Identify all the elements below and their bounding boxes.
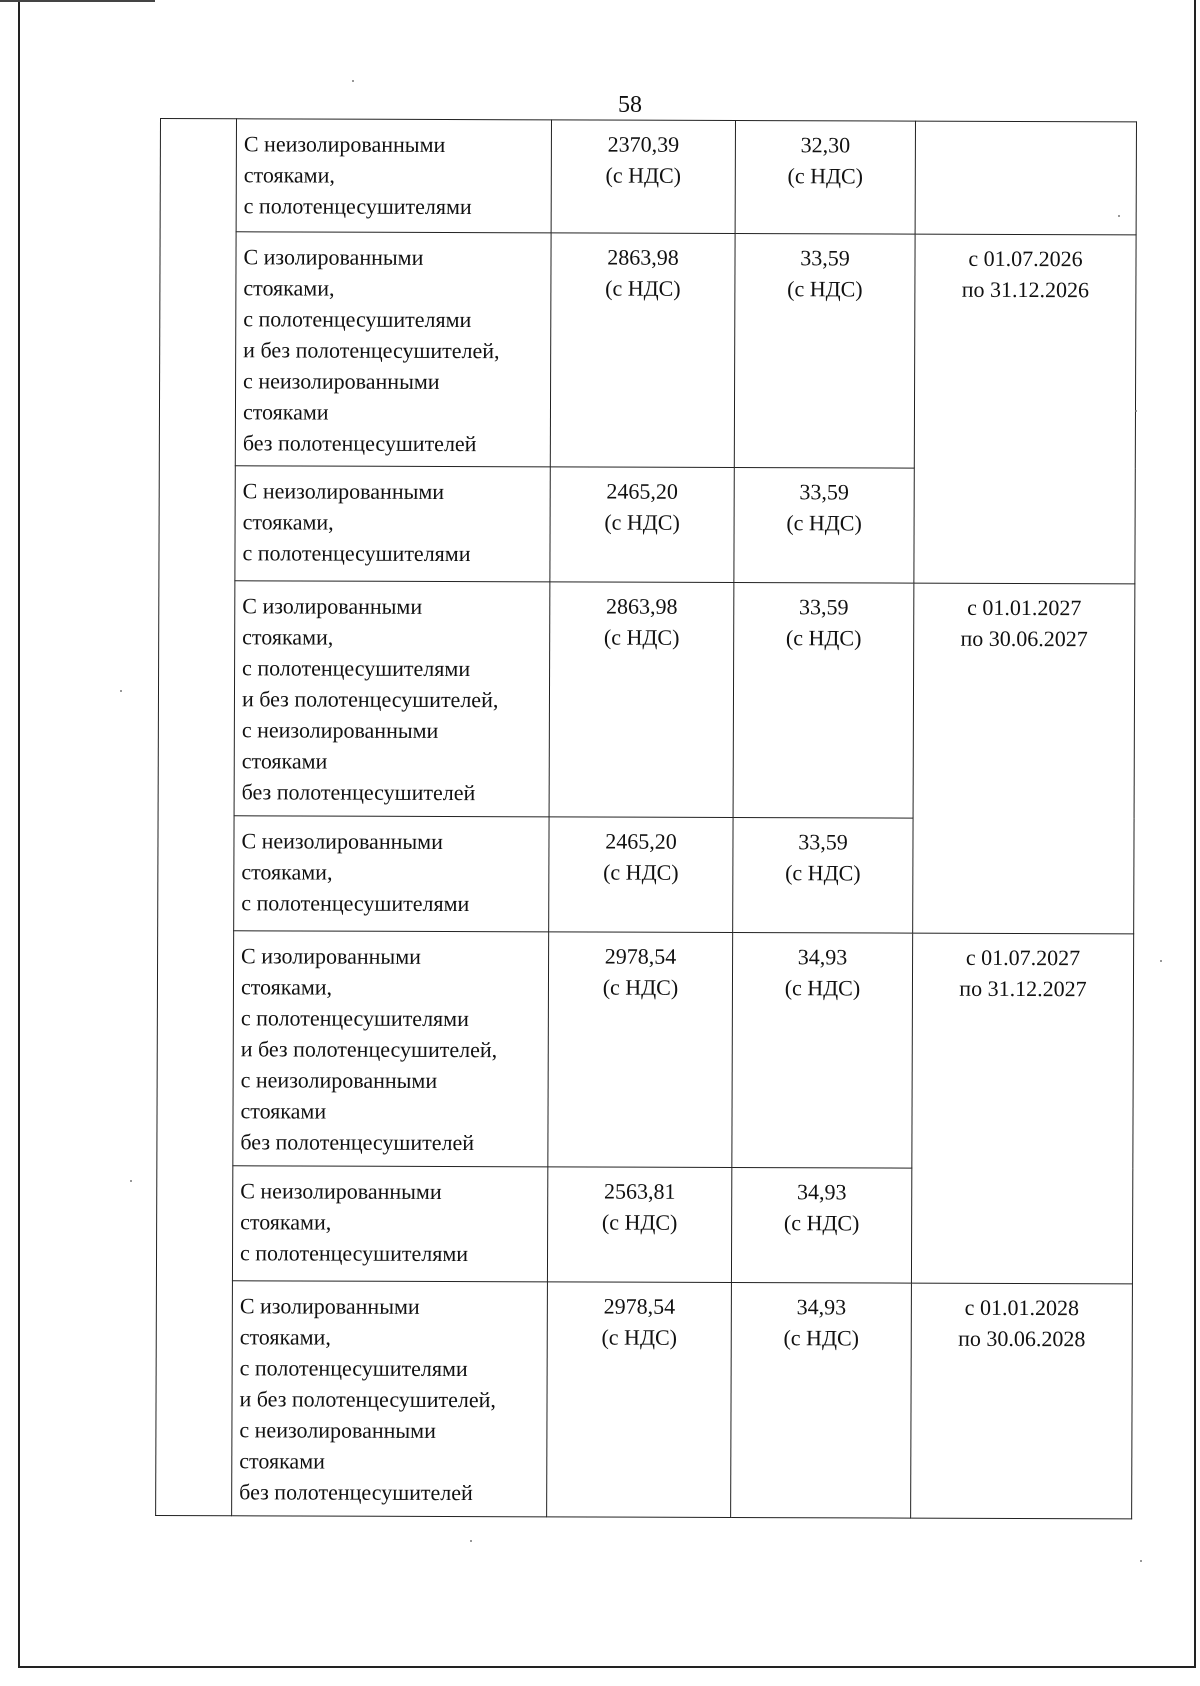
- page-number: 58: [618, 92, 642, 118]
- scan-speck: [1135, 410, 1137, 412]
- rate-with-vat-cell-line: 33,59: [800, 244, 850, 271]
- description-cell-line: без полотенцесушителей: [242, 429, 477, 456]
- scan-speck: [130, 1180, 132, 1182]
- description-cell: [232, 1166, 547, 1282]
- rate-with-vat-cell: [732, 932, 913, 1168]
- price-with-vat-cell-line: 2978,54: [603, 1293, 676, 1319]
- rate-with-vat-cell-line: (с НДС): [783, 1324, 860, 1351]
- validity-period-cell-line: по 30.06.2027: [960, 625, 1088, 651]
- rate-with-vat-cell: [733, 582, 914, 818]
- rate-with-vat-cell-line: (с НДС): [786, 510, 862, 536]
- rate-with-vat-cell-line: 33,59: [799, 479, 849, 505]
- scan-speck: [120, 690, 122, 692]
- description-cell-line: с полотенцесушителями: [240, 1004, 469, 1031]
- description-cell-line: с неизолированными: [241, 716, 439, 743]
- tariff-table-body: [156, 119, 1137, 1519]
- description-cell-line: стояками: [242, 398, 329, 425]
- rate-with-vat-cell: [733, 817, 913, 932]
- validity-period-cell: [911, 1283, 1133, 1519]
- validity-period-cell-line: с 01.07.2026: [968, 245, 1083, 271]
- description-cell-line: с неизолированными: [243, 367, 440, 394]
- validity-period-cell-line: по 31.12.2027: [959, 975, 1087, 1001]
- description-cell-line: стояками: [241, 747, 328, 774]
- description-cell-line: и без полотенцесушителей,: [239, 1385, 496, 1412]
- price-with-vat-cell: [550, 467, 734, 582]
- description-cell-line: с полотенцесушителями: [243, 193, 472, 220]
- description-cell-line: и без полотенцесушителей,: [240, 1035, 498, 1062]
- rate-with-vat-cell: [735, 121, 915, 234]
- rate-with-vat-cell-line: (с НДС): [787, 275, 863, 302]
- price-with-vat-cell: [549, 817, 733, 932]
- description-cell: [235, 466, 550, 582]
- table-row: [156, 1280, 1133, 1519]
- description-cell-line: и без полотенцесушителей,: [241, 685, 499, 712]
- description-cell-line: стояками: [239, 1447, 325, 1474]
- rate-with-vat-cell-line: (с НДС): [784, 974, 861, 1001]
- validity-period-cell: [911, 933, 1133, 1284]
- scan-speck: [1160, 960, 1162, 962]
- description-cell-line: без полотенцесушителей: [241, 778, 476, 805]
- scan-speck: [352, 80, 354, 82]
- rate-with-vat-cell: [734, 233, 915, 468]
- tariff-table: [155, 118, 1137, 1519]
- validity-period-cell: [913, 583, 1135, 934]
- validity-period-cell-line: с 01.01.2027: [967, 594, 1082, 620]
- description-cell: [234, 580, 550, 816]
- description-cell-line: с полотенцесушителями: [239, 1240, 469, 1267]
- description-cell-line: С изолированными: [241, 942, 421, 969]
- description-cell-line: без полотенцесушителей: [239, 1478, 473, 1505]
- price-with-vat-cell: [551, 120, 735, 233]
- description-cell-line: стояками,: [243, 162, 335, 188]
- description-cell-line: стояками,: [243, 274, 335, 301]
- scan-speck: [1118, 215, 1120, 217]
- description-cell-line: с полотенцесушителями: [239, 1354, 468, 1381]
- rate-with-vat-cell-line: (с НДС): [787, 163, 864, 189]
- rate-with-vat-cell-line: (с НДС): [785, 860, 861, 886]
- price-with-vat-cell-line: (с НДС): [604, 509, 680, 535]
- scan-speck: [470, 1540, 472, 1542]
- table-row: [159, 231, 1136, 469]
- description-cell-line: с неизолированными: [240, 1066, 438, 1093]
- description-cell-line: стояками: [240, 1097, 327, 1124]
- price-with-vat-cell-line: (с НДС): [605, 162, 682, 188]
- table-row: [160, 119, 1136, 235]
- rate-with-vat-cell-line: 32,30: [800, 132, 851, 158]
- price-with-vat-cell-line: 2978,54: [604, 943, 677, 969]
- description-cell: [235, 231, 551, 466]
- price-with-vat-cell-line: (с НДС): [603, 624, 680, 650]
- price-with-vat-cell-line: (с НДС): [601, 1324, 678, 1350]
- validity-period-cell-line: по 31.12.2026: [961, 276, 1090, 302]
- validity-period-cell: [914, 234, 1136, 584]
- description-cell-line: с неизолированными: [239, 1416, 436, 1443]
- price-with-vat-cell-line: 2863,98: [606, 593, 678, 619]
- description-cell-line: с полотенцесушителями: [242, 540, 471, 567]
- description-cell-line: С изолированными: [243, 243, 424, 270]
- description-cell-line: стояками,: [240, 973, 333, 1000]
- rate-with-vat-cell: [731, 1167, 911, 1282]
- price-with-vat-cell: [549, 581, 734, 817]
- description-cell: [232, 1280, 548, 1516]
- description-cell-line: с полотенцесушителями: [243, 305, 472, 332]
- validity-period-cell-line: с 01.07.2027: [965, 944, 1081, 970]
- description-cell-line: С неизолированными: [243, 131, 446, 157]
- rate-with-vat-cell-line: (с НДС): [783, 1210, 860, 1236]
- table-row: [158, 580, 1135, 819]
- scan-speck: [1140, 1560, 1142, 1562]
- description-cell-line: с полотенцесушителями: [242, 654, 471, 681]
- table-row: [157, 930, 1134, 1169]
- description-cell-line: стояками,: [239, 1323, 331, 1350]
- price-with-vat-cell-line: 2465,20: [605, 828, 677, 854]
- description-cell: [233, 930, 549, 1166]
- description-cell: [236, 119, 551, 233]
- rate-with-vat-cell-line: 33,59: [798, 829, 848, 855]
- price-with-vat-cell-line: (с НДС): [603, 859, 679, 885]
- rate-with-vat-cell-line: 34,93: [796, 1293, 847, 1320]
- description-cell-line: стояками,: [241, 859, 333, 885]
- description-cell-line: стояками,: [240, 1209, 332, 1235]
- validity-period-cell: [915, 121, 1136, 234]
- description-cell-line: С изолированными: [239, 1292, 420, 1319]
- price-with-vat-cell: [547, 1281, 732, 1517]
- rate-with-vat-cell: [731, 1282, 912, 1518]
- index-column-cell: [156, 119, 237, 1516]
- rate-with-vat-cell-line: 33,59: [799, 593, 849, 620]
- description-cell-line: стояками,: [242, 623, 334, 650]
- price-with-vat-cell: [547, 1167, 731, 1282]
- description-cell-line: С изолированными: [242, 592, 423, 619]
- rate-with-vat-cell-line: 34,93: [797, 943, 848, 970]
- rate-with-vat-cell-line: (с НДС): [785, 624, 862, 651]
- price-with-vat-cell-line: (с НДС): [601, 1209, 678, 1235]
- price-with-vat-cell-line: 2465,20: [606, 478, 678, 504]
- price-with-vat-cell: [548, 931, 733, 1167]
- price-with-vat-cell-line: 2563,81: [603, 1178, 676, 1204]
- description-cell-line: стояками,: [242, 509, 334, 535]
- description-cell-line: с полотенцесушителями: [241, 890, 470, 917]
- description-cell-line: без полотенцесушителей: [240, 1128, 475, 1155]
- validity-period-cell-line: по 30.06.2028: [958, 1325, 1086, 1351]
- scan-edge-line: [0, 0, 155, 2]
- price-with-vat-cell-line: 2370,39: [607, 131, 680, 157]
- description-cell-line: С неизолированными: [240, 1178, 442, 1204]
- price-with-vat-cell: [550, 233, 735, 468]
- price-with-vat-cell-line: (с НДС): [605, 275, 681, 301]
- description-cell-line: С неизолированными: [242, 478, 445, 504]
- description-cell-line: и без полотенцесушителей,: [243, 336, 500, 363]
- price-with-vat-cell-line: (с НДС): [602, 974, 679, 1000]
- rate-with-vat-cell-line: 34,93: [796, 1179, 847, 1205]
- validity-period-cell-line: с 01.01.2028: [964, 1294, 1080, 1320]
- description-cell: [234, 816, 549, 932]
- description-cell-line: С неизолированными: [241, 828, 443, 854]
- rate-with-vat-cell: [734, 467, 914, 582]
- price-with-vat-cell-line: 2863,98: [607, 244, 679, 270]
